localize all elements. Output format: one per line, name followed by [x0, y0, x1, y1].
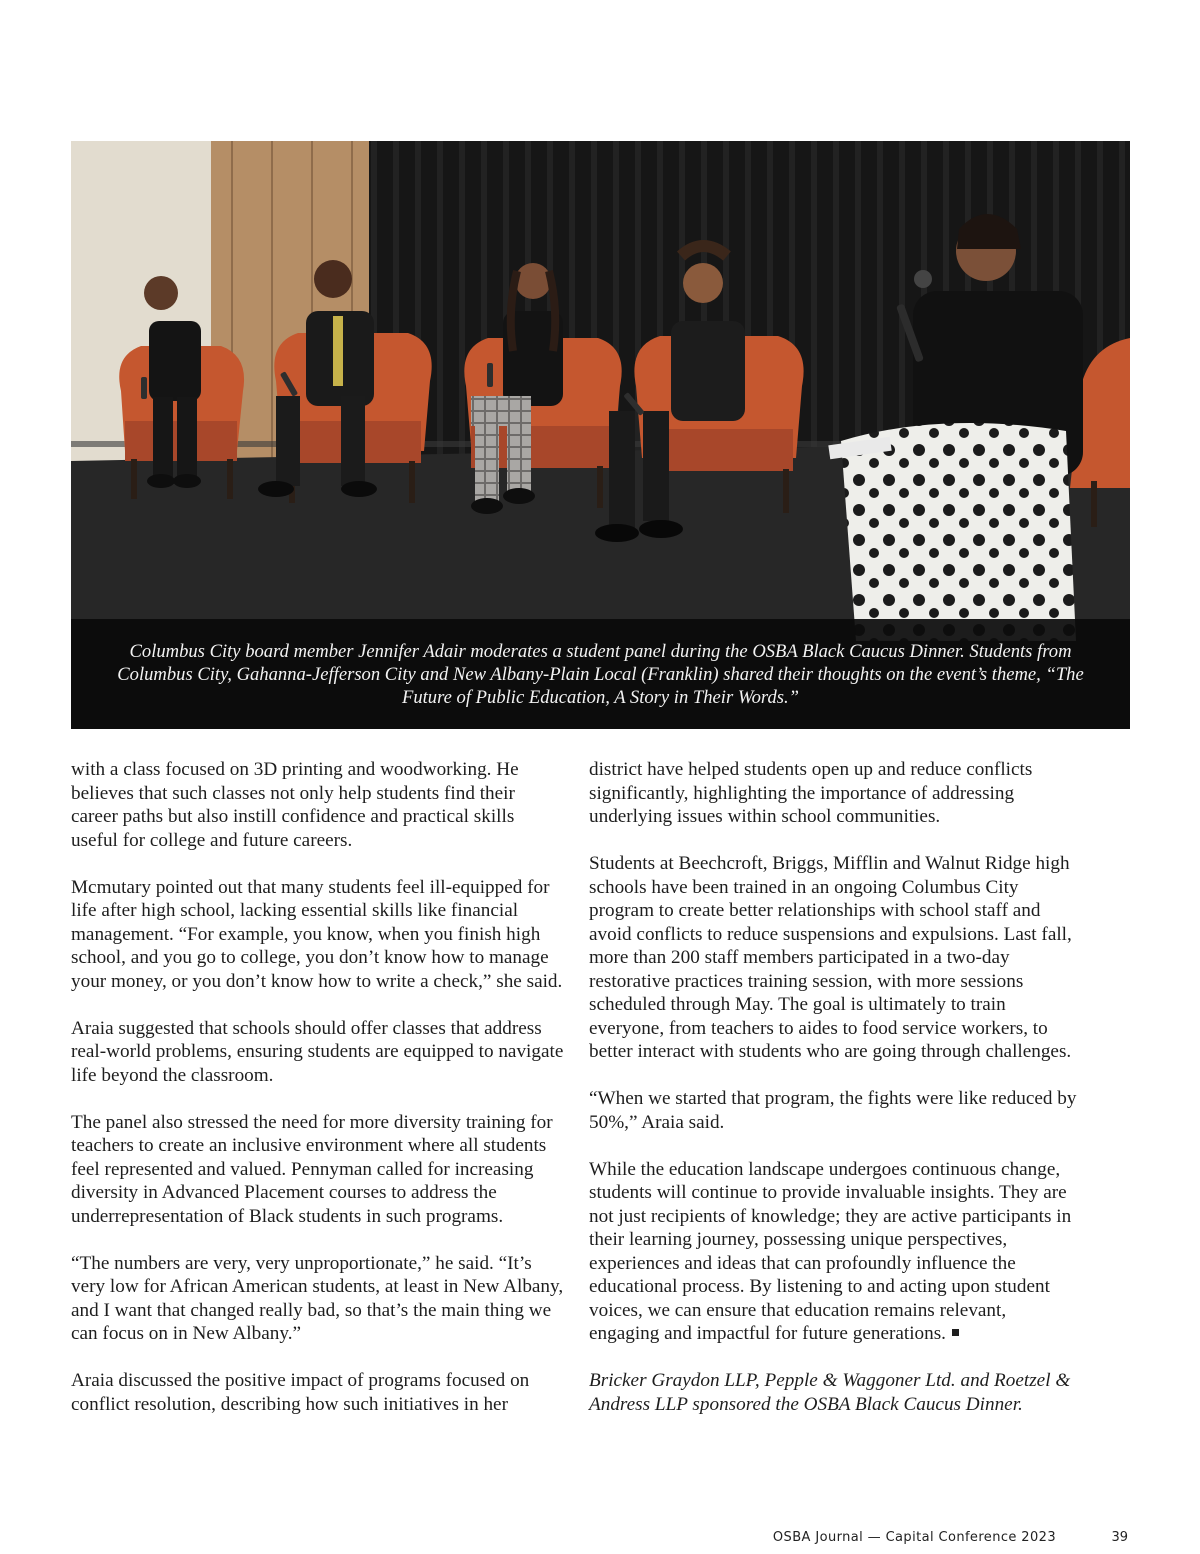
paragraph: “When we started that program, the fights were like reduced by 50%,” Araia said.: [589, 1088, 1077, 1133]
sponsor-note: Bricker Graydon LLP, Pepple & Waggoner Ltd. and Roetzel & Andress LLP sponsored the OSBA Black Caucus Dinner.: [589, 1370, 1071, 1415]
paragraph: with a class focused on 3D printing and woodworking. He believes that such classes not only help students find their career paths but also instill confidence and practical skills useful for college and future careers.: [71, 759, 519, 851]
page-footer: [700, 1530, 1130, 1554]
caption-box: [71, 619, 1130, 729]
article-left-column: [71, 758, 565, 1440]
paragraph: “The numbers are very, very unproportionate,” he said. “It’s very low for African American students, at least in New Albany, and I want that changed really bad, so that’s the main thing we can focus on in New Albany.”: [71, 1252, 564, 1344]
paragraph: Mcmutary pointed out that many students feel ill-equipped for life after high school, lacking essential skills like financial management. “For example, you know, when you finish high school, and you go to college, you don’t know how to manage your money, or you don’t know how to write a check,” she said.: [71, 876, 563, 992]
paragraph: Araia discussed the positive impact of programs focused on conflict resolution, describing how such initiatives in her: [71, 1370, 530, 1415]
paragraph: Students at Beechcroft, Briggs, Mifflin and Walnut Ridge high schools have been trained in an ongoing Columbus City program to create better relationships with school staff and avoid conflicts to reduce suspensions and expulsions. Last fall, more than 200 staff members participated in a two-day restorative practices training session, with more sessions scheduled through May. The goal is ultimately to train everyone, from teachers to aides to food service workers, to better interact with students who are going through challenges.: [589, 853, 1072, 1062]
paragraph: district have helped students open up and reduce conflicts significantly, highlighting the importance of addressing underlying issues within school communities.: [589, 759, 1033, 827]
closing-paragraph: [589, 1158, 1079, 1346]
end-of-article-mark: [952, 1329, 959, 1336]
photo-caption: Columbus City board member Jennifer Adair moderates a student panel during the OSBA Black Caucus Dinner. Students from Columbus City, Gahanna-Jefferson City and New Albany-Plain Local (Franklin) shared their thoughts on the event’s theme, “The Future of Public Education, A Story in Their Words.”: [117, 640, 1084, 708]
footer-journal-title: OSBA Journal — Capital Conference 2023: [772, 1530, 1056, 1545]
paragraph: The panel also stressed the need for more diversity training for teachers to create an inclusive environment where all students feel represented and valued. Pennyman called for increasing diversity in Advanced Placement courses to address the underrepresentation of Black students in such programs.: [71, 1111, 553, 1227]
page-number: 39: [1111, 1530, 1128, 1545]
paragraph-text: While the education landscape undergoes continuous change, students will continue to provide invaluable insights. They are not just recipients of knowledge; they are active participants in their learning journey, possessing unique perspectives, experiences and ideas that can profoundly influence the educational process. By listening to and acting upon student voices, we can ensure that education remains relevant, engaging and impactful for future generations.: [589, 1158, 1072, 1344]
panel-photo: [71, 141, 1130, 729]
article-right-column: [589, 758, 1079, 1440]
paragraph: Araia suggested that schools should offer classes that address real-world problems, ensuring students are equipped to navigate life beyond the classroom.: [71, 1017, 564, 1086]
